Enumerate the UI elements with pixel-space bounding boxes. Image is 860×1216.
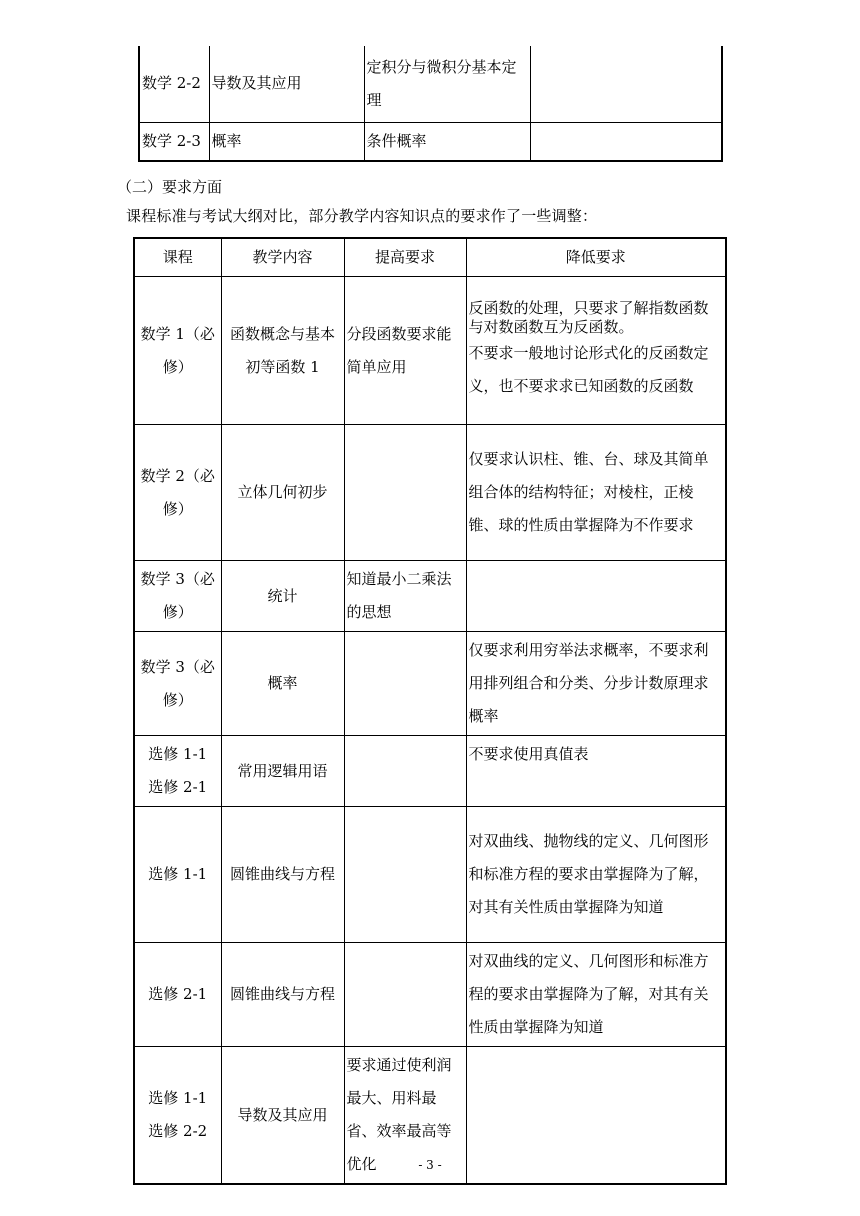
content-cell: 概率 xyxy=(221,632,344,736)
page-number: - 3 - xyxy=(418,1158,442,1172)
lower-text-a: 反函数的处理，只要求了解指数函数与对数函数互为反函数。 xyxy=(468,298,709,336)
raise-cell xyxy=(344,632,466,736)
requirements-table xyxy=(133,237,727,1185)
header-raise: 提高要求 xyxy=(344,238,466,277)
content-cell: 函数概念与基本初等函数 1 xyxy=(221,277,344,425)
raise-cell: 定积分与微积分基本定理 xyxy=(364,46,530,122)
content-cell: 圆锥曲线与方程 xyxy=(221,807,344,943)
lower-cell xyxy=(530,46,722,122)
lower-cell: 不要求使用真值表 xyxy=(466,736,726,807)
header-lower: 降低要求 xyxy=(466,238,726,277)
course-cell xyxy=(134,736,221,807)
course-cell: 选修 1-1 xyxy=(134,807,221,943)
raise-cell: 分段函数要求能简单应用 xyxy=(344,277,466,425)
table-row xyxy=(134,277,726,425)
lower-cell: 对双曲线的定义、几何图形和标准方程的要求由掌握降为了解，对其有关性质由掌握降为知道 xyxy=(466,943,726,1047)
content-cell: 统计 xyxy=(221,561,344,632)
course-cell: 数学 3（必修） xyxy=(134,561,221,632)
lower-cell: 仅要求利用穷举法求概率，不要求利用排列组合和分类、分步计数原理求概率 xyxy=(466,632,726,736)
course-cell: 数学 1（必修） xyxy=(134,277,221,425)
course-cell: 数学 2-3 xyxy=(139,122,209,161)
table-row xyxy=(134,561,726,632)
content-cell: 常用逻辑用语 xyxy=(221,736,344,807)
course-line-b: 选修 2-1 xyxy=(148,778,208,796)
lower-cell xyxy=(466,277,726,425)
content-cell: 导数及其应用 xyxy=(221,1047,344,1185)
section-title: （二）要求方面 xyxy=(117,178,223,196)
course-cell: 选修 2-1 xyxy=(134,943,221,1047)
content-cell: 概率 xyxy=(209,122,364,161)
header-content: 教学内容 xyxy=(221,238,344,277)
course-line-b: 选修 2-2 xyxy=(148,1122,208,1140)
header-course: 课程 xyxy=(134,238,221,277)
content-cell: 圆锥曲线与方程 xyxy=(221,943,344,1047)
table-row xyxy=(139,46,722,122)
raise-cell xyxy=(344,943,466,1047)
top-continuation-table xyxy=(138,46,723,162)
course-line-a: 选修 1-1 xyxy=(148,1089,208,1107)
lower-text-b: 不要求一般地讨论形式化的反函数定义，也不要求求已知函数的反函数 xyxy=(468,343,709,395)
course-cell: 数学 3（必修） xyxy=(134,632,221,736)
raise-cell: 要求通过使利润最大、用料最省、效率最高等优化 xyxy=(344,1047,466,1185)
lower-cell xyxy=(530,122,722,161)
raise-cell: 条件概率 xyxy=(364,122,530,161)
content-cell: 导数及其应用 xyxy=(209,46,364,122)
header-row xyxy=(134,238,726,277)
raise-cell xyxy=(344,425,466,561)
course-cell: 数学 2（必修） xyxy=(134,425,221,561)
lower-cell xyxy=(466,561,726,632)
content-cell: 立体几何初步 xyxy=(221,425,344,561)
raise-cell xyxy=(344,807,466,943)
raise-cell: 知道最小二乘法的思想 xyxy=(344,561,466,632)
table-row xyxy=(134,425,726,561)
table-row xyxy=(139,122,722,161)
table-row xyxy=(134,943,726,1047)
table-row xyxy=(134,736,726,807)
lower-cell: 对双曲线、抛物线的定义、几何图形和标准方程的要求由掌握降为了解，对其有关性质由掌握降为知道 xyxy=(466,807,726,943)
course-cell: 数学 2-2 xyxy=(139,46,209,122)
lower-cell: 仅要求认识柱、锥、台、球及其简单组合体的结构特征；对棱柱，正棱锥、球的性质由掌握降为不作要求 xyxy=(466,425,726,561)
course-line-a: 选修 1-1 xyxy=(148,745,208,763)
intro-paragraph: 课程标准与考试大纲对比，部分教学内容知识点的要求作了一些调整： xyxy=(126,207,598,225)
table-row xyxy=(134,807,726,943)
table-row xyxy=(134,632,726,736)
raise-cell xyxy=(344,736,466,807)
